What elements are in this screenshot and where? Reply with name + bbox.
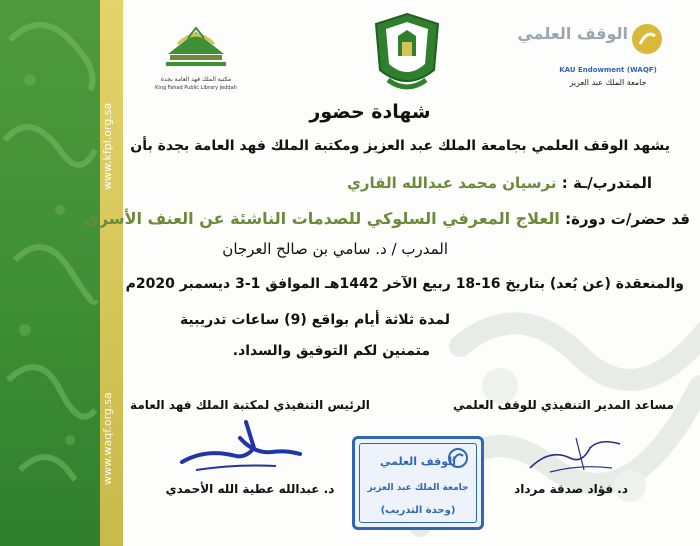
- kfpl-emblem-icon: [148, 24, 244, 74]
- course-line: [84, 209, 690, 228]
- kfpl-logo: [148, 24, 244, 94]
- course-date-line: والمنعقدة (عن بُعد) بتاريخ 16-18 ربيع الآخر 1442هـ الموافق 1-3 ديسمبر 2020م: [125, 276, 684, 292]
- stamp-line-3: (وحدة التدريب): [380, 505, 456, 516]
- stamp-line-1: الوقف العلمي: [379, 455, 457, 468]
- trainee-line: [347, 174, 652, 192]
- trainer-line: المدرب / د. سامي بن صالح العرجان: [222, 240, 448, 258]
- waqf-university-ar: جامعة الملك عبد العزيز: [569, 78, 647, 87]
- left-signature-image: [176, 418, 306, 478]
- course-duration-line: لمدة ثلاثة أيام بواقع (9) ساعات تدريبية: [179, 312, 450, 328]
- training-unit-stamp: [352, 436, 484, 530]
- waqf-circle-icon: [630, 22, 664, 56]
- kau-emblem: [368, 10, 446, 96]
- left-signatory-title: الرئيس التنفيذي لمكتبة الملك فهد العامة: [130, 398, 370, 412]
- kfpl-website-url: www.kfpl.org.sa: [101, 102, 114, 190]
- right-signatory-name: د. فؤاد صدقة مرداد: [514, 482, 628, 496]
- waqf-name-ar: الوقف العلمي: [517, 24, 628, 43]
- certification-statement: يشهد الوقف العلمي بجامعة الملك عبد العزيز ومكتبة الملك فهد العامة بجدة بأن: [130, 138, 670, 154]
- trainee-name: نرسيان محمد عبدالله القاري: [347, 174, 557, 192]
- course-name: العلاج المعرفي السلوكي للصدمات الناشئة عن العنف الأسري: [84, 209, 560, 228]
- right-signature-image: [520, 428, 630, 478]
- left-decorative-band: [0, 0, 123, 546]
- left-signatory-name: د. عبدالله عطية الله الأحمدي: [165, 482, 335, 496]
- waqf-name-en: KAU Endowment (WAQF): [559, 66, 657, 74]
- waqf-logo: [517, 16, 664, 96]
- certificate-title: شهادة حضور: [309, 101, 431, 123]
- closing-wish: متمنين لكم التوفيق والسداد.: [232, 343, 430, 359]
- kau-shield-icon: [368, 10, 446, 96]
- course-label: قد حضر/ت دورة:: [565, 210, 690, 228]
- waqf-website-url: www.waqf.org.sa: [101, 392, 114, 485]
- kfpl-name-ar: مكتبة الملك فهد العامة بجدة: [160, 76, 232, 83]
- trainee-label: المتدرب/ـة :: [561, 174, 652, 192]
- kfpl-name-en: King Fahad Public Library Jeddah: [155, 85, 237, 91]
- right-signatory-title: مساعد المدير التنفيذي للوقف العلمي: [453, 398, 674, 412]
- stamp-line-2: جامعة الملك عبد العزيز: [367, 483, 469, 493]
